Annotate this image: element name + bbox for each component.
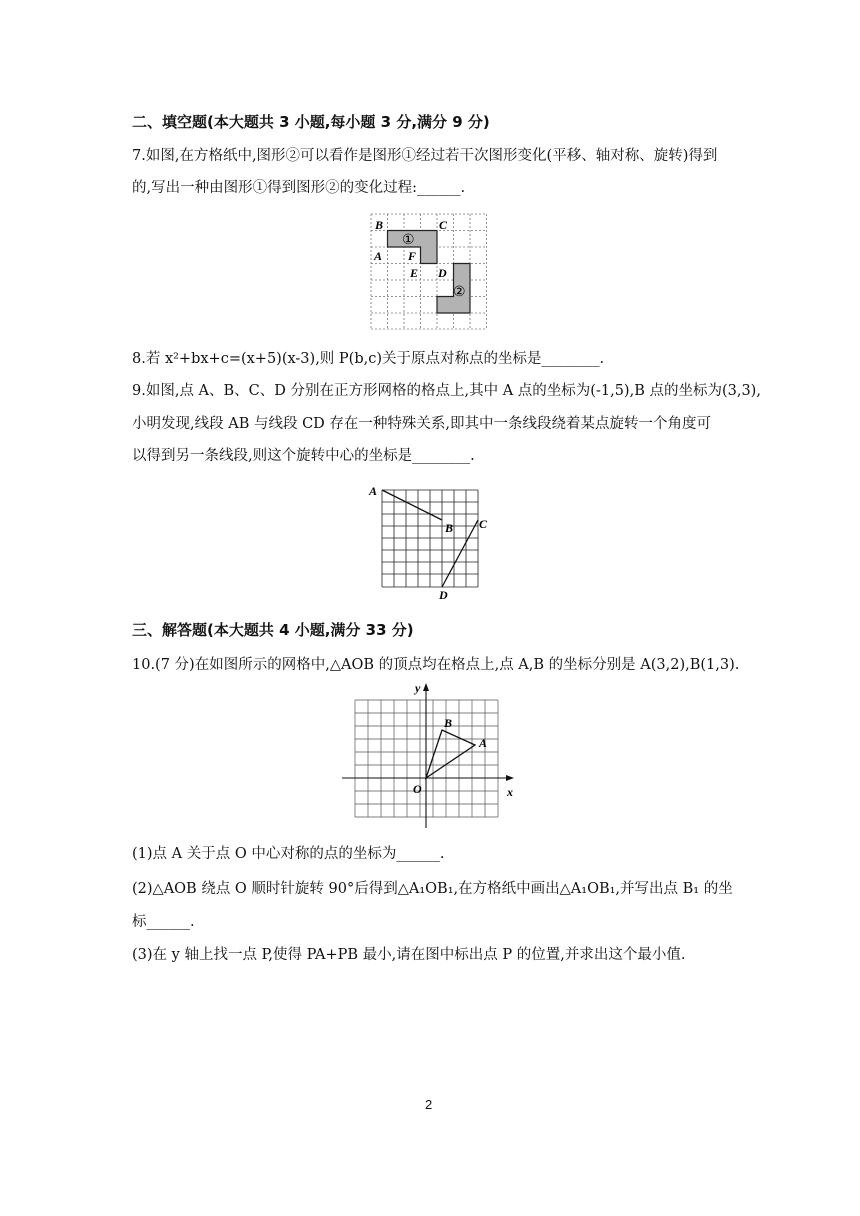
q9-label-B: B bbox=[445, 521, 454, 535]
page-number: 2 bbox=[425, 1097, 433, 1112]
q7-label-A: A bbox=[374, 249, 383, 263]
q7-label-F: F bbox=[408, 249, 417, 263]
q7-grid-figure bbox=[366, 212, 492, 334]
q10-coordinate-grid bbox=[342, 680, 520, 828]
q9-segment-AB bbox=[382, 490, 442, 520]
q10-part3: (3)在 y 轴上找一点 P,使得 PA+PB 最小,请在图中标出点 P 的位置,并求出这个最小值. bbox=[132, 947, 686, 963]
q10-label-O: O bbox=[413, 782, 422, 796]
q9-label-C: C bbox=[479, 517, 488, 531]
q9-label-D: D bbox=[439, 588, 448, 602]
q9-grid bbox=[382, 490, 478, 587]
q10-triangle-AOB bbox=[426, 730, 475, 778]
q9-text-line1: 9.如图,点 A、B、C、D 分别在正方形网格的格点上,其中 A 点的坐标为(-1,5),B 点的坐标为(3,3), bbox=[132, 383, 761, 399]
q10-label-x: x bbox=[507, 785, 513, 799]
q7-label-D: D bbox=[438, 266, 447, 280]
q7-label-E: E bbox=[410, 266, 419, 280]
q7-shape-2-label: ② bbox=[453, 285, 466, 300]
q7-text-line2: 的,写出一种由图形①得到图形②的变化过程:______. bbox=[132, 180, 466, 196]
q10-part1: (1)点 A 关于点 O 中心对称的点的坐标为______. bbox=[132, 846, 445, 862]
q9-grid-figure bbox=[366, 482, 496, 604]
q9-label-A: A bbox=[369, 484, 378, 498]
q10-part2-line1: (2)△AOB 绕点 O 顺时针旋转 90°后得到△A₁OB₁,在方格纸中画出△A₁OB₁,并写出点 B₁ 的坐 bbox=[132, 881, 733, 897]
q10-label-B: B bbox=[444, 716, 453, 730]
section-3-heading: 三、解答题(本大题共 4 小题,满分 33 分) bbox=[132, 621, 414, 639]
q10-stem: 10.(7 分)在如图所示的网格中,△AOB 的顶点均在格点上,点 A,B 的坐标分别是 A(3,2),B(1,3). bbox=[132, 657, 740, 673]
section-2-heading: 二、填空题(本大题共 3 小题,每小题 3 分,满分 9 分) bbox=[132, 113, 490, 131]
q10-label-A: A bbox=[479, 736, 488, 750]
q10-label-y: y bbox=[415, 681, 421, 695]
q7-label-B: B bbox=[375, 218, 384, 232]
q7-label-C: C bbox=[439, 218, 448, 232]
q9-text-line2: 小明发现,线段 AB 与线段 CD 存在一种特殊关系,即其中一条线段绕着某点旋转一个角度可 bbox=[132, 416, 711, 432]
q7-text-line1: 7.如图,在方格纸中,图形②可以看作是图形①经过若干次图形变化(平移、轴对称、旋转)得到 bbox=[132, 148, 718, 164]
q8-text: 8.若 x²+bx+c=(x+5)(x-3),则 P(b,c)关于原点对称点的坐标是________. bbox=[132, 351, 605, 367]
q9-text-line3: 以得到另一条线段,则这个旋转中心的坐标是________. bbox=[132, 448, 475, 464]
q10-part2-line2: 标______. bbox=[132, 914, 195, 930]
q7-shape-1-label: ① bbox=[402, 233, 415, 248]
